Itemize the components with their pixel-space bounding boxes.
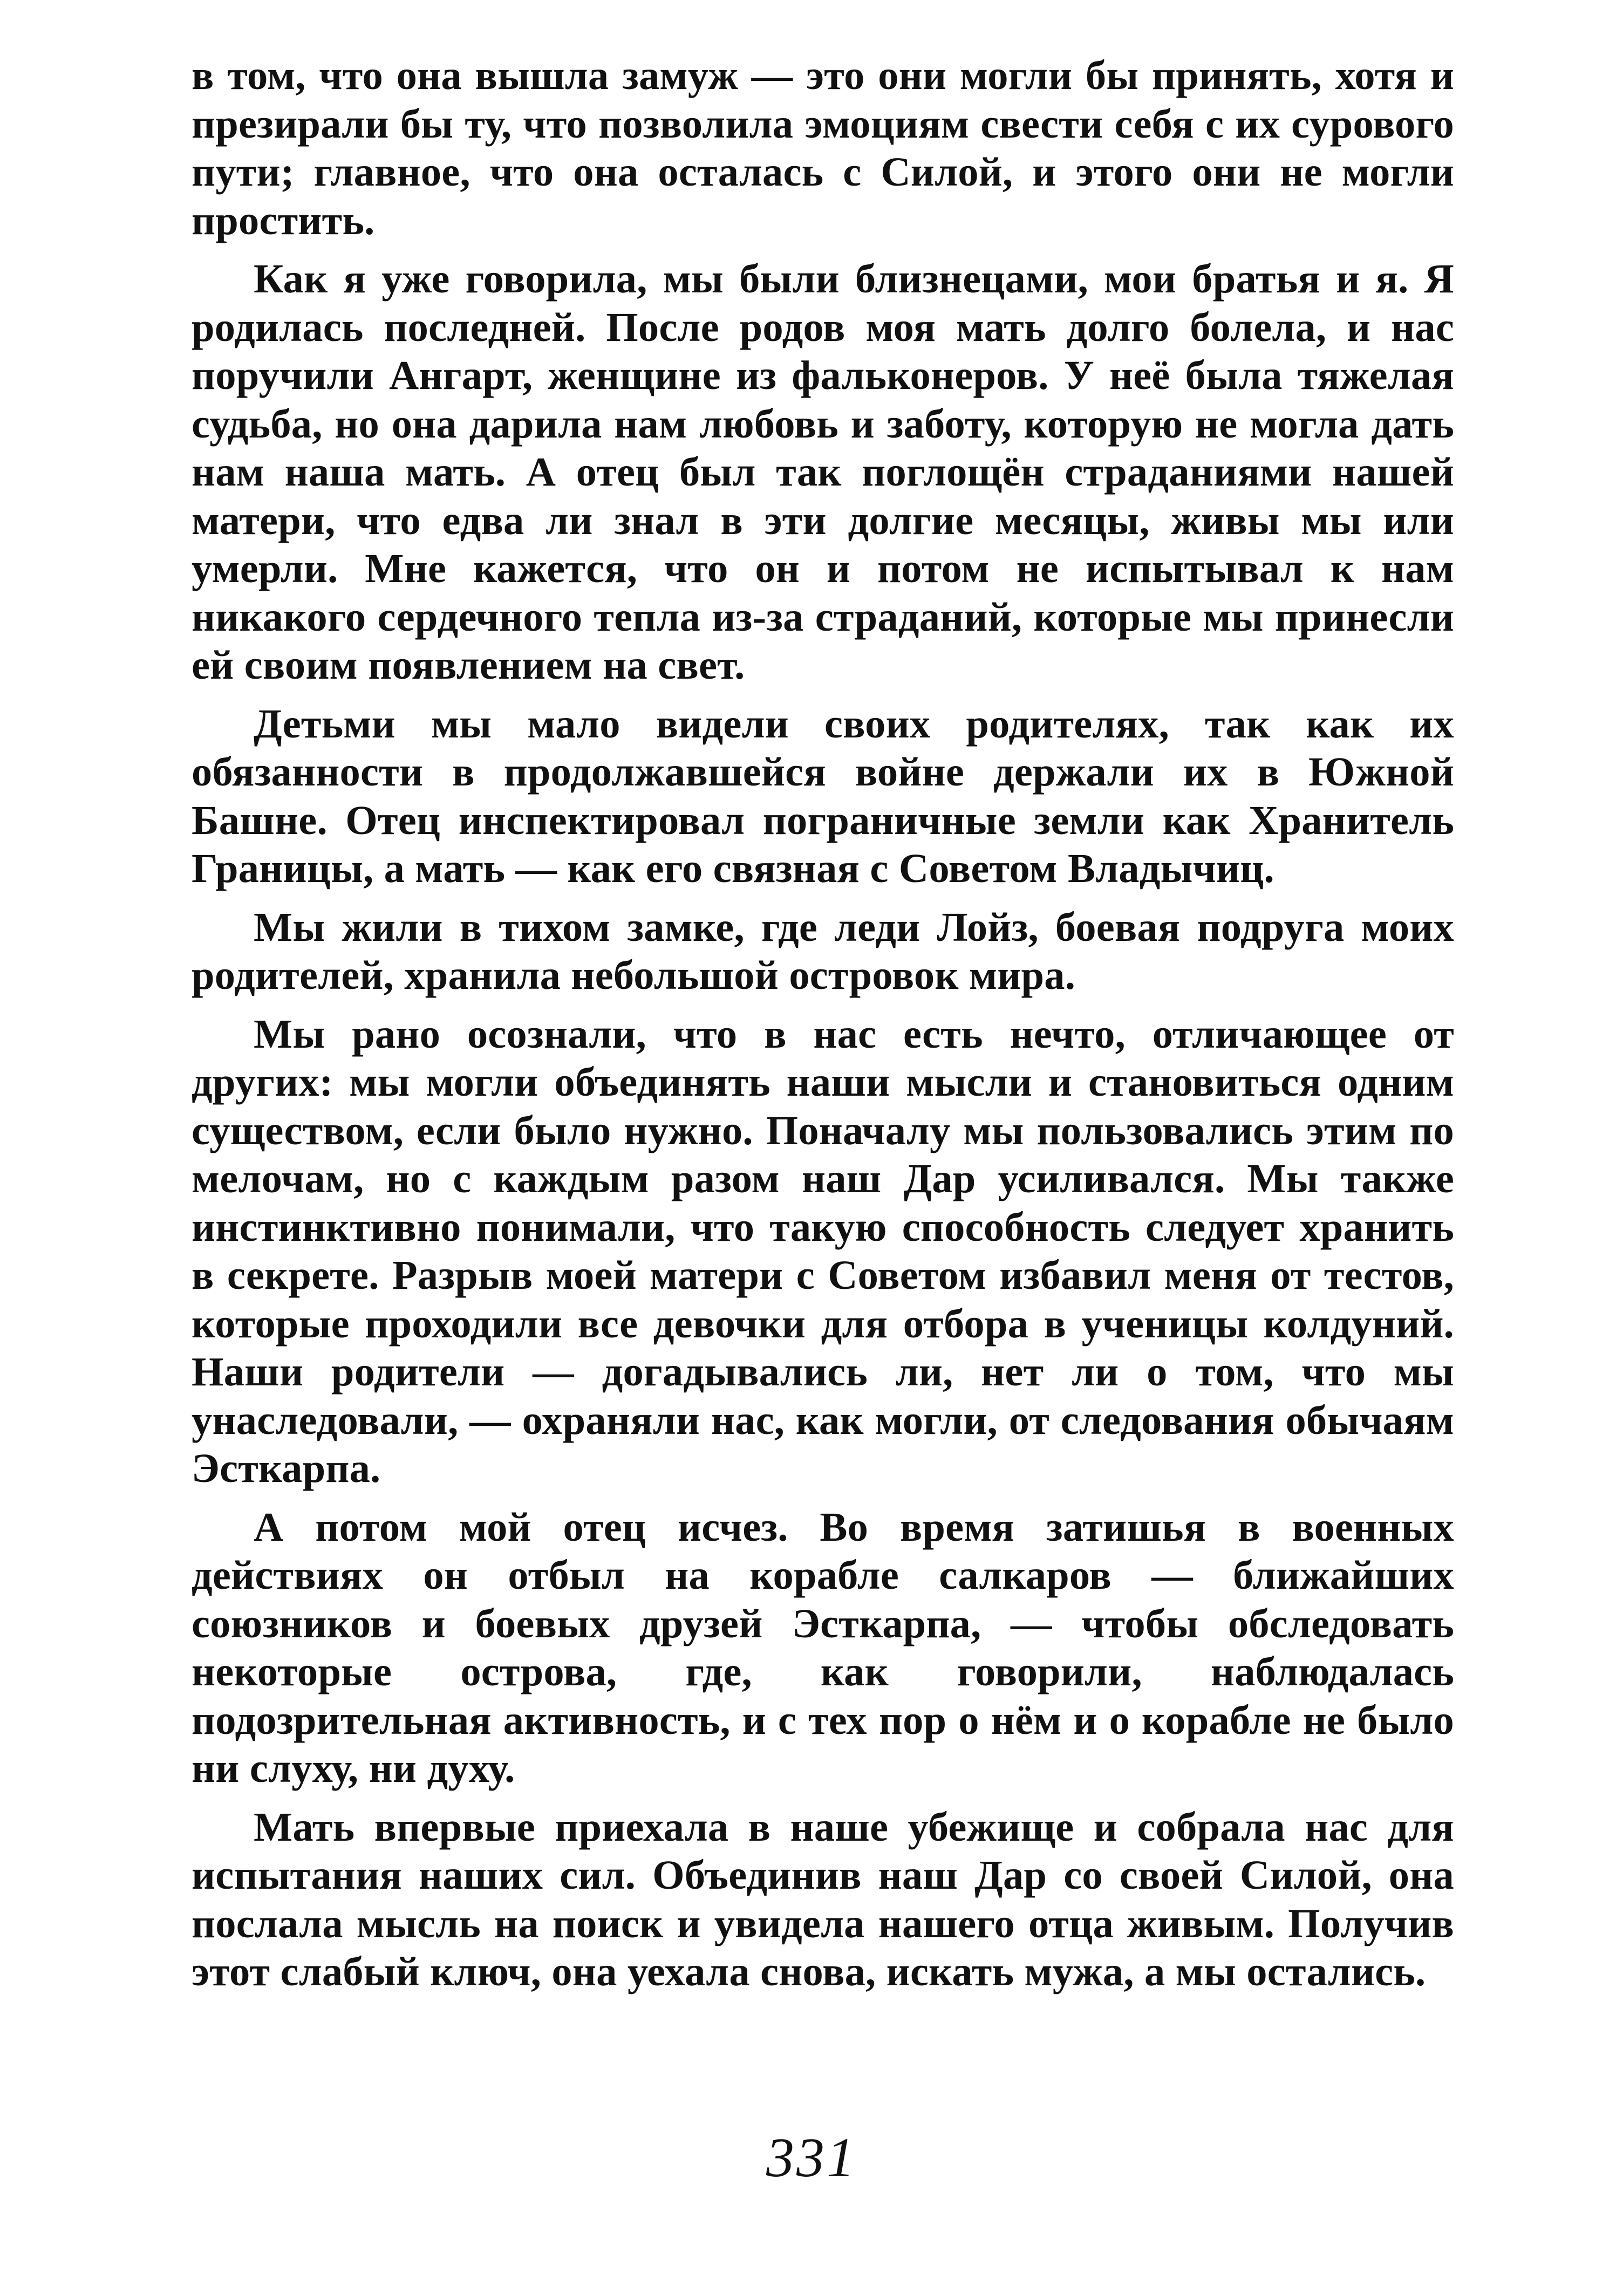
paragraph-7: Мать впервые приехала в наше убежище и собрала нас для испытания наших сил. Объединив наш Дар со своей Силой, она послала мысль на поиск и увидела нашего отца живым. Получив этот слабый ключ, она уехала снова, искать мужа, а мы остались. (192, 1803, 1454, 1994)
paragraph-3: Детьми мы мало видели своих родителях, так как их обязанности в продолжавшейся войне держали их в Южной Башне. Отец инспектировал пограничные земли как Хранитель Границы, а мать — как его связная с Советом Владычиц. (192, 700, 1454, 891)
paragraph-1: в том, что она вышла замуж — это они могли бы принять, хотя и презирали бы ту, что позволила эмоциям свести себя с их сурового пути; главное, что она осталась с Силой, и этого они не могли простить. (192, 52, 1454, 243)
book-page-text (192, 51, 1454, 2006)
paragraph-4: Мы жили в тихом замке, где леди Лойз, боевая подруга моих родителей, хранила небольшой островок мира. (192, 904, 1454, 998)
paragraph-5: Мы рано осознали, что в нас есть нечто, отличающее от других: мы могли объединять наши мысли и становиться одним существом, если было нужно. Поначалу мы пользовались этим по мелочам, но с каждым разом наш Дар усиливался. Мы также инстинктивно понимали, что такую способность следует хранить в секрете. Разрыв моей матери с Советом избавил меня от тестов, которые проходили все девочки для отбора в ученицы колдуний. Наши родители — догадывались ли, нет ли о том, что мы унаследовали, — охраняли нас, как могли, от следования обычаям Эсткарпа. (192, 1010, 1454, 1491)
paragraph-2: Как я уже говорила, мы были близнецами, мои братья и я. Я родилась последней. После родов моя мать долго болела, и нас поручили Ангарт, женщине из фальконеров. У неё была тяжелая судьба, но она дарила нам любовь и заботу, которую не могла дать нам наша мать. А отец был так поглощён страданиями нашей матери, что едва ли знал в эти долгие месяцы, живы мы или умерли. Мне кажется, что он и потом не испытывал к нам никакого сердечного тепла из-за страданий, которые мы принесли ей своим появлением на свет. (192, 256, 1454, 688)
page-number: 331 (766, 2127, 857, 2189)
paragraph-6: А потом мой отец исчез. Во время затишья в военных действиях он отбыл на корабле салкаров — ближайших союзников и боевых друзей Эсткарпа, — чтобы обследовать некоторые острова, где, как говорили, наблюдалась подозрительная активность, и с тех пор о нём и о корабле не было ни слуху, ни духу. (192, 1504, 1454, 1791)
